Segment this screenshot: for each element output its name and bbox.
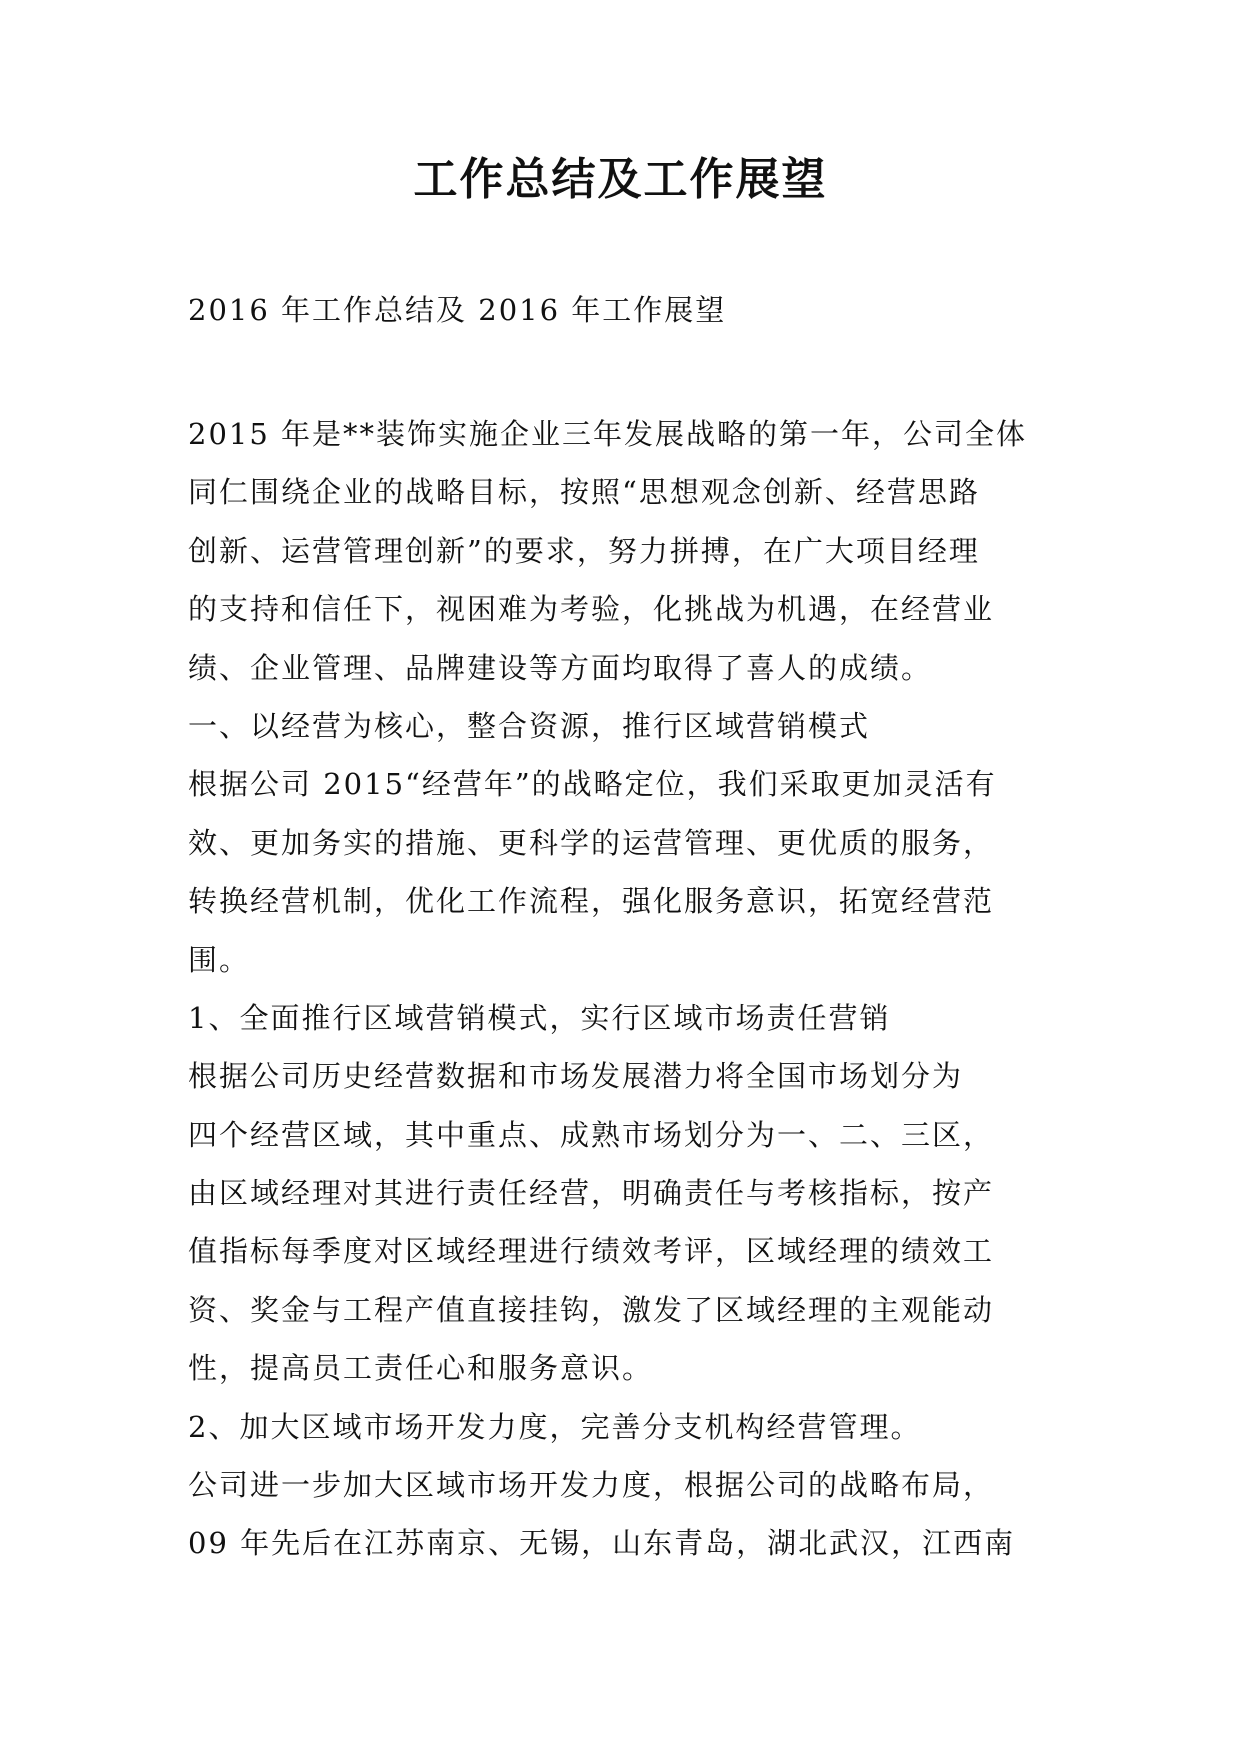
body-line: 资、奖金与工程产值直接挂钩，激发了区域经理的主观能动 (188, 1292, 995, 1327)
document-subtitle: 2016 年工作总结及 2016 年工作展望 (188, 293, 727, 327)
body-line: 根据公司 2015“经营年”的战略定位，我们采取更加灵活有 (188, 767, 997, 802)
body-line: 2015 年是**装饰实施企业三年发展战略的第一年，公司全体 (188, 417, 1028, 451)
body-line: 效、更加务实的措施、更科学的运营管理、更优质的服务， (188, 825, 995, 860)
body-line: 性，提高员工责任心和服务意识。 (188, 1351, 654, 1386)
subsection-heading: 1、全面推行区域营销模式，实行区域市场责任营销 (188, 1000, 891, 1035)
body-line: 转换经营机制，优化工作流程，强化服务意识，拓宽经营范 (188, 884, 995, 919)
section-heading: 一、以经营为核心，整合资源，推行区域营销模式 (188, 708, 871, 743)
body-line: 由区域经理对其进行责任经营，明确责任与考核指标，按产 (188, 1176, 995, 1211)
document-body (188, 405, 1068, 1573)
body-line: 创新、运营管理创新”的要求，努力拼搏，在广大项目经理 (188, 533, 980, 568)
body-line: 绩、企业管理、品牌建设等方面均取得了喜人的成绩。 (188, 650, 933, 685)
body-line: 围。 (188, 942, 251, 977)
body-line: 四个经营区域，其中重点、成熟市场划分为一、二、三区， (188, 1117, 995, 1152)
body-line: 公司进一步加大区域市场开发力度，根据公司的战略布局， (188, 1468, 995, 1503)
body-line: 的支持和信任下，视困难为考验，化挑战为机遇，在经营业 (188, 592, 995, 627)
body-line: 值指标每季度对区域经理进行绩效考评，区域经理的绩效工 (188, 1234, 995, 1269)
body-line: 09 年先后在江苏南京、无锡，山东青岛，湖北武汉，江西南 (188, 1526, 1016, 1561)
subsection-heading: 2、加大区域市场开发力度，完善分支机构经营管理。 (188, 1409, 922, 1444)
document-title: 工作总结及工作展望 (413, 154, 828, 205)
body-line: 根据公司历史经营数据和市场发展潜力将全国市场划分为 (188, 1059, 964, 1094)
body-line: 同仁围绕企业的战略目标，按照“思想观念创新、经营思路 (188, 475, 980, 510)
